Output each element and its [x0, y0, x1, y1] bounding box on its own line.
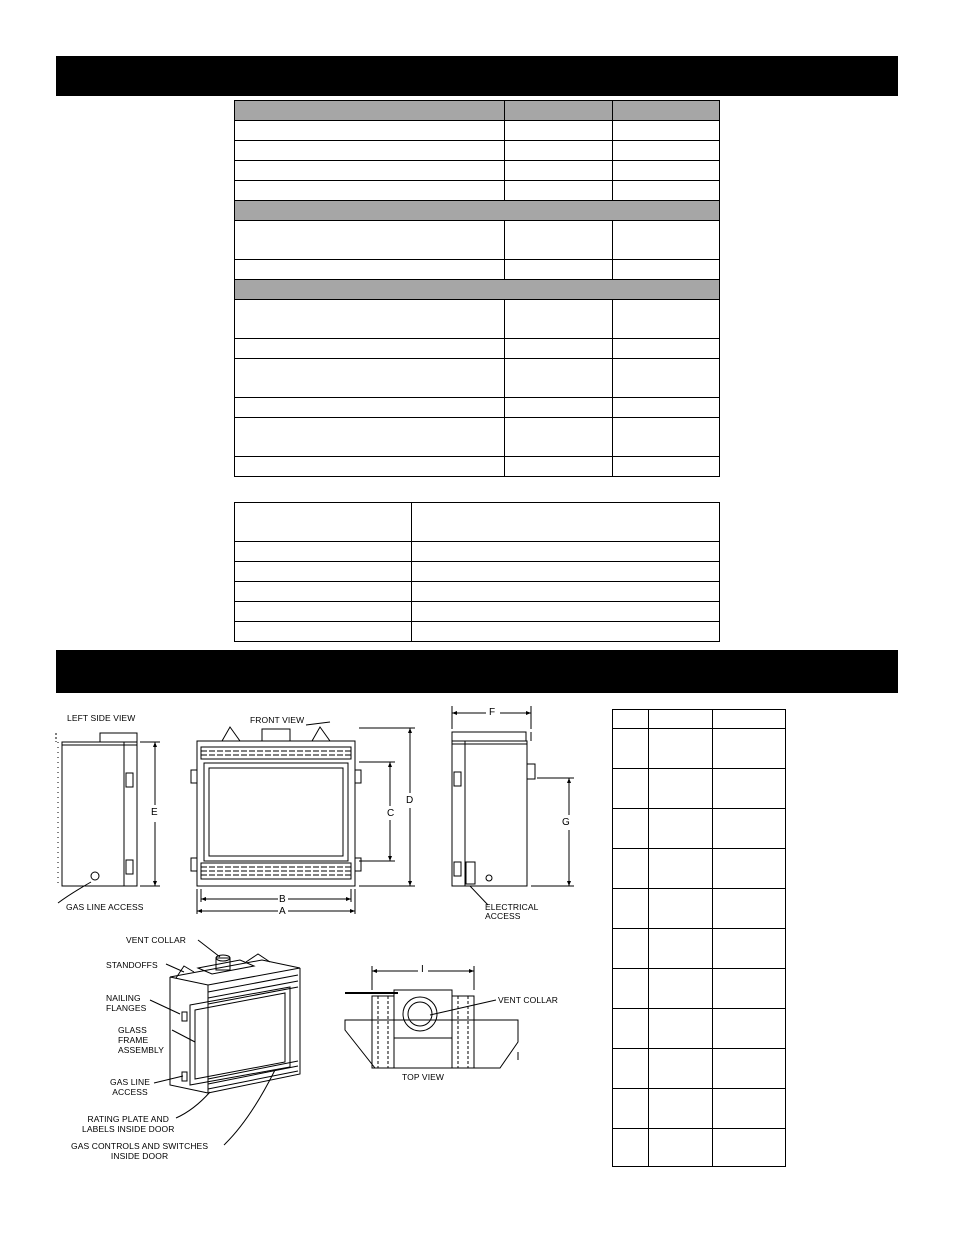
vent-collar-top-label: VENT COLLAR: [498, 995, 558, 1005]
standoffs-label: STANDOFFS: [106, 960, 158, 970]
top-view-label: TOP VIEW: [402, 1072, 445, 1082]
dimension-letter-g: G: [562, 817, 570, 828]
dimension-letter-i: I: [421, 964, 424, 975]
electrical-access-label: ELECTRICAL ACCESS: [485, 902, 539, 921]
dimension-letter-b: B: [279, 894, 286, 905]
top-view-drawing: [345, 966, 518, 1068]
glass-frame-assembly-label: GLASS FRAME ASSEMBLY: [118, 1025, 164, 1055]
nailing-flanges-label: NAILING FLANGES: [106, 993, 147, 1013]
vent-collar-label: VENT COLLAR: [126, 935, 186, 945]
left-side-view-label: LEFT SIDE VIEW: [67, 713, 136, 723]
gas-controls-label: GAS CONTROLS AND SWITCHES INSIDE DOOR: [71, 1141, 209, 1161]
rating-plate-label: RATING PLATE AND LABELS INSIDE DOOR: [82, 1114, 175, 1134]
dimension-letter-a: A: [279, 906, 286, 917]
dimension-arrowheads: [153, 711, 571, 973]
dimension-letter-e: E: [151, 807, 158, 818]
left-side-view-drawing: [56, 733, 160, 903]
front-view-drawing: [191, 722, 415, 914]
dimension-letter-d: D: [406, 795, 414, 806]
right-side-view-drawing: [452, 706, 574, 905]
dimension-letter-c: C: [387, 808, 395, 819]
dimension-letter-f: F: [489, 707, 496, 718]
gas-line-access-label: GAS LINE ACCESS: [66, 902, 144, 912]
gas-line-access-iso-label: GAS LINE ACCESS: [110, 1077, 151, 1097]
front-view-label: FRONT VIEW: [250, 715, 305, 725]
